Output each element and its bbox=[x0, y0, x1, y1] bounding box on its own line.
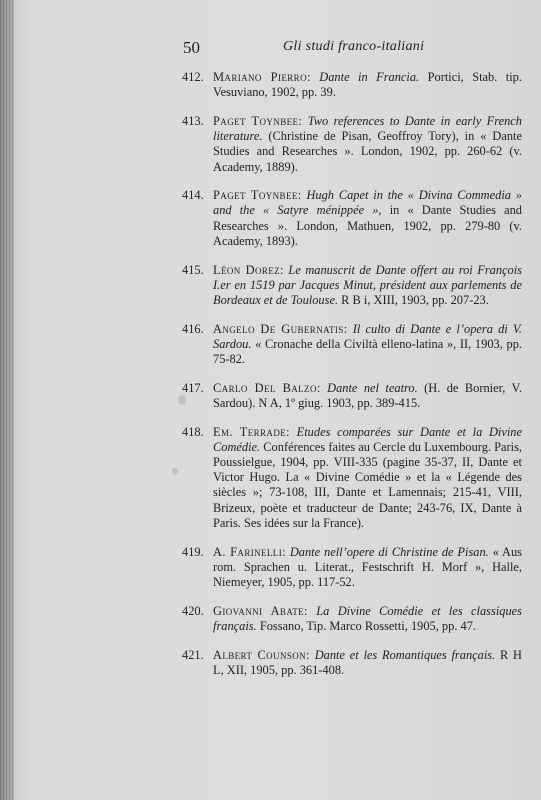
page-header bbox=[183, 38, 483, 58]
entry-number: 418. bbox=[182, 424, 204, 439]
bibliography-entry bbox=[182, 425, 522, 531]
entry-number: 419. bbox=[182, 544, 204, 559]
entry-number: 415. bbox=[182, 262, 204, 277]
bibliography-entry bbox=[182, 322, 522, 368]
entry-title: Dante nell’opere di Christine de Pisan. bbox=[289, 544, 489, 559]
entry-publication: Portici, Stab. tip. Vesuviano, 1902, pp. 39. bbox=[213, 70, 522, 100]
entry-author: Giovanni Abate: bbox=[213, 603, 308, 618]
entry-author: Léon Dorez: bbox=[213, 262, 284, 277]
entry-publication: Conférences faites au Cercle du Luxembourg. Paris, Poussielgue, 1904, pp. VIII-335 (pagine 35-37, II, Dante et Victor Hugo. La « Divine Comédie » et la « Légende des siècles »; 73-108, III, Dante et Lamennais; 215-41, VIII, Brizeux, poète et traducteur de Dante; 243-76, IX, Dante à Paris. Ses idées sur la France). bbox=[213, 439, 522, 530]
entry-title: Dante et les Romantiques français. bbox=[314, 647, 496, 662]
bibliography-entry bbox=[182, 648, 522, 678]
entry-number: 416. bbox=[182, 321, 204, 336]
entry-author: Paget Toynbee: bbox=[213, 188, 302, 203]
entry-author: Em. Terrade: bbox=[213, 424, 290, 439]
entry-author: Mariano Pierro: bbox=[213, 70, 311, 84]
entry-number: 414. bbox=[182, 188, 204, 203]
entry-title: Dante in Francia. bbox=[319, 70, 420, 84]
entry-title: Dante nel teatro. bbox=[327, 380, 418, 395]
entry-publication: Fossano, Tip. Marco Rossetti, 1905, pp. 47. bbox=[259, 618, 476, 633]
bibliography-entry bbox=[182, 114, 522, 175]
entry-author: A. Farinelli: bbox=[213, 544, 286, 559]
page-edge-shadow bbox=[0, 0, 14, 800]
bibliography-entry bbox=[182, 381, 522, 411]
entry-author: Angelo De Gubernatis: bbox=[213, 321, 348, 336]
entry-publication: (Christine de Pisan, Geoffroy Tory), in « Dante Studies and Researches ». London, 1902, pp. 260-62 (v. Academy, 1889). bbox=[213, 129, 522, 174]
entry-publication: R H L, XII, 1905, pp. 361-408. bbox=[213, 647, 522, 677]
paper-stain bbox=[172, 468, 178, 475]
bibliography-entry bbox=[182, 604, 522, 634]
entry-number: 417. bbox=[182, 380, 204, 395]
entry-number: 413. bbox=[182, 113, 204, 128]
entry-title: Hugh Capet in the « Divina Commedia » and the « Satyre ménippée », bbox=[213, 188, 522, 218]
entry-publication: « Cronache della Civiltà elleno-latina », II, 1903, pp. 75-82. bbox=[213, 336, 522, 367]
bibliography-entry bbox=[182, 545, 522, 591]
entry-number: 412. bbox=[182, 70, 204, 84]
entry-title: Two references to Dante in early French literature. bbox=[213, 113, 522, 144]
entry-author: Carlo Del Balzo: bbox=[213, 380, 321, 395]
entry-author: Albert Counson: bbox=[213, 647, 310, 662]
entry-title: La Divine Comédie et les classiques français. bbox=[213, 603, 522, 633]
bibliography-entry bbox=[182, 70, 522, 100]
bibliography-list bbox=[182, 70, 522, 692]
entry-publication: « Aus rom. Sprachen u. Literat., Festschrift H. Morf », Halle, Niemeyer, 1905, pp. 117-52. bbox=[213, 544, 522, 589]
entry-title: Il culto di Dante e l’opera di V. Sardou. bbox=[213, 321, 522, 351]
bibliography-entry bbox=[182, 188, 522, 249]
entry-title: Etudes comparées sur Dante et la Divine Comédie. bbox=[213, 424, 522, 454]
entry-publication: in « Dante Studies and Researches ». London, Mathuen, 1902, pp. 279-80 (v. Academy, 1893). bbox=[213, 203, 523, 248]
entry-title: Le manuscrit de Dante offert au roi François I.er en 1519 par Jacques Minut, président aux parlements de Bordeaux et de Toulouse. bbox=[213, 262, 522, 307]
entry-publication: (H. de Bornier, V. Sardou). N A, 1º giug. 1903, pp. 389-415. bbox=[213, 380, 522, 410]
running-title: Gli studi franco-italiani bbox=[283, 39, 425, 54]
page-number: 50 bbox=[183, 38, 200, 57]
entry-publication: R B i, XIII, 1903, pp. 207-23. bbox=[341, 292, 489, 307]
bibliography-entry bbox=[182, 263, 522, 309]
entry-author: Paget Toynbee: bbox=[213, 113, 303, 128]
entry-number: 421. bbox=[182, 647, 204, 662]
entry-number: 420. bbox=[182, 603, 204, 618]
